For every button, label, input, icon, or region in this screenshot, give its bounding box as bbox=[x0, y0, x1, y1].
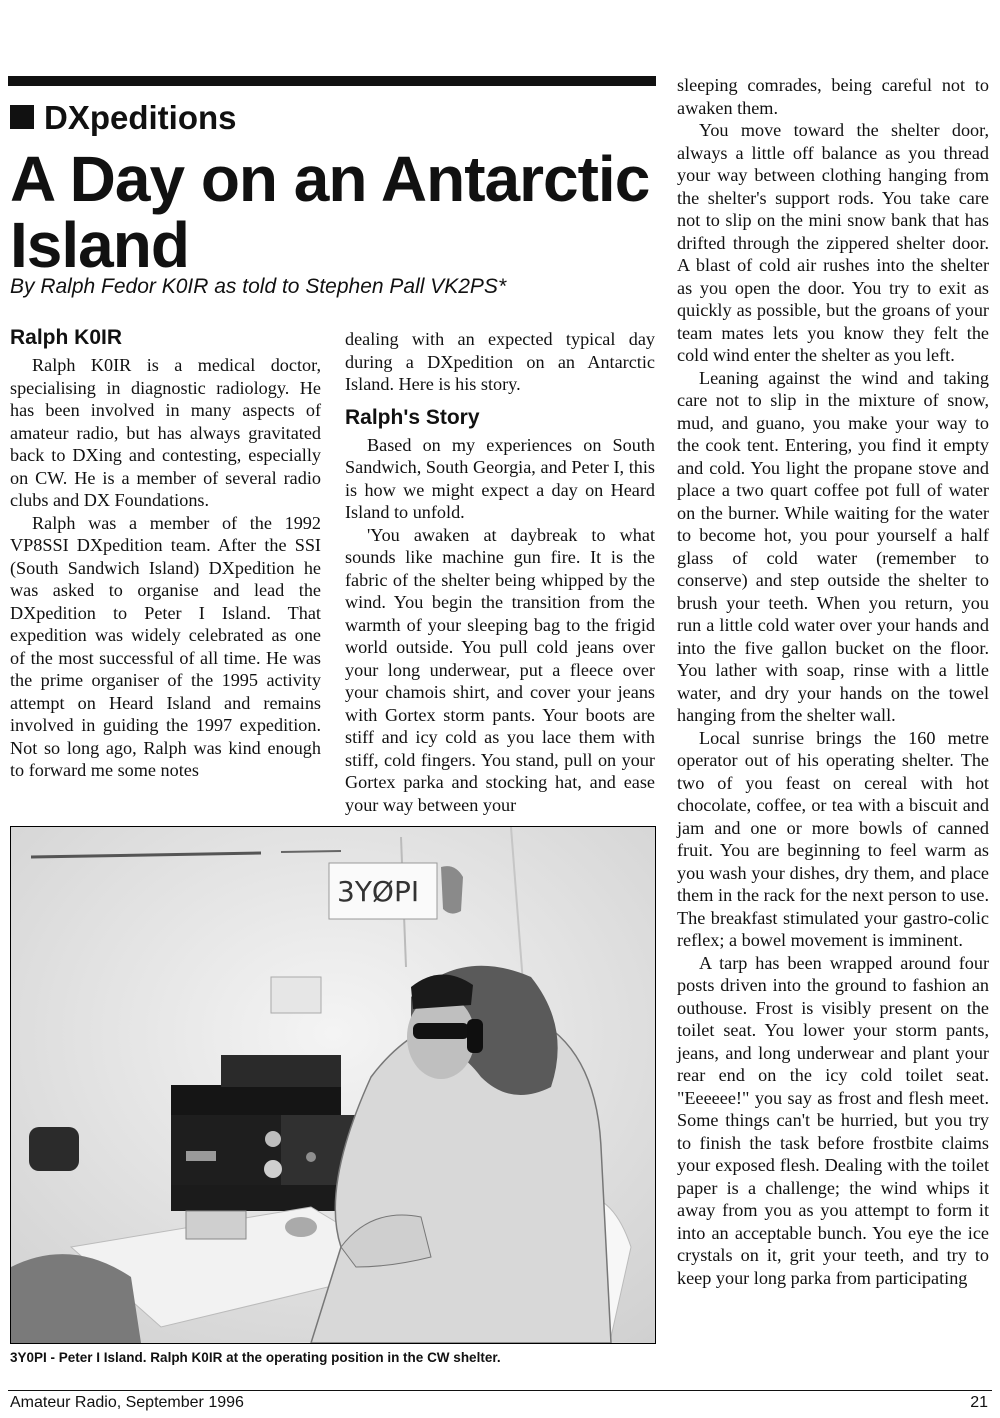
article-title: A Day on an Antarctic Island bbox=[10, 143, 650, 281]
story-paragraph: Leaning against the wind and taking care not to slip in the mixture of snow, mud, and guano, you make your way to the cook tent. Entering, you find it empty and cold. You light the propane stove and place a two quart coffee pot full of water on the burner. While waiting for the water to become hot, you pour yourself a half glass of cold water (remember to conserve) and step outside the shelter to brush your teeth. When you return, you run a little cold water over your hands and into the five gallon bucket on the floor. You lather with soap, rinse with a little water, and dry your hands on the towel hanging from the shelter wall. bbox=[677, 367, 989, 725]
bio-paragraph: Ralph K0IR is a medical doctor, specialising in diagnostic radiology. He has been involved in many aspects of amateur radio, but has always gravitated back to DXing and contesting, especially on CW. He is a member of several radio clubs and DX Foundations. bbox=[10, 355, 321, 510]
column-1 bbox=[10, 324, 321, 782]
callsign-sign: 3YØPI bbox=[337, 875, 420, 908]
story-paragraph: You move toward the shelter door, always a little off balance as you thread your way between clothing hanging from the shelter's support rods. You take care not to slip on the mini snow bank that has drifted through the zippered shelter door. A blast of cold air rushes into the shelter as you open the door. You try to exit as quickly as possible, but the groans of your team mates lets you know they felt the cold wind enter the shelter as you left. bbox=[677, 120, 989, 365]
section-text: DXpeditions bbox=[44, 99, 237, 136]
bio-paragraph: Ralph was a member of the 1992 VP8SSI DXpedition team. After the SSI (South Sandwich Island) DXpedition he was asked to organise and lead the DXpedition to Peter I Island. That expedition was widely celebrated as one of the most successful of all time. He was the prime organiser of the 1995 activity attempt on Heard Island and remains involved in guiding the 1997 expedition. Not so long ago, Ralph was kind enough to forward me some notes bbox=[10, 512, 321, 780]
bio-continued: dealing with an expected typical day during a DXpedition on an Antarctic Island. Here is his story. bbox=[345, 329, 655, 394]
operator-photo bbox=[10, 826, 656, 1344]
section-label bbox=[10, 96, 237, 140]
subhead-story: Ralph's Story bbox=[345, 405, 480, 429]
story-paragraph: sleeping comrades, being careful not to awaken them. bbox=[677, 75, 989, 118]
story-paragraph: Local sunrise brings the 160 metre operator out of his operating shelter. The two of you feast on cereal with hot chocolate, coffee, or tea with a biscuit and jam and one or more bowls of canned fruit. You are beginning to feel warm as you wash your dishes, dry them, and place them in the rack for the next person to use. The breakfast stimulated your gastro-colic reflex; a bowel movement is imminent. bbox=[677, 727, 989, 950]
footer-publication: Amateur Radio, September 1996 bbox=[10, 1394, 244, 1411]
story-paragraph: Based on my experiences on South Sandwich, South Georgia, and Peter I, this is how we might expect a day on Heard Island to unfold. bbox=[345, 434, 655, 522]
header-rule bbox=[8, 76, 656, 86]
story-paragraph: 'You awaken at daybreak to what sounds like machine gun fire. It is the fabric of the shelter being whipped by the wind. You begin the transition from the warmth of your sleeping bag to the frigid world outside. You pull cold jeans over your long underwear, put a fleece over your chamois shirt, and cover your jeans with Gortex storm pants. Your boots are stiff and icy cold as you lace them with stiff, cold fingers. You stand, pull on your Gortex parka and stocking hat, and ease your way between your bbox=[345, 524, 655, 815]
footer-rule bbox=[8, 1390, 992, 1391]
byline: By Ralph Fedor K0IR as told to Stephen Pall VK2PS* bbox=[10, 275, 507, 298]
photo-caption: 3Y0PI - Peter I Island. Ralph K0IR at the operating position in the CW shelter. bbox=[10, 1350, 501, 1365]
subhead-ralph: Ralph K0IR bbox=[10, 326, 123, 349]
story-paragraph: A tarp has been wrapped around four posts driven into the ground to fashion an outhouse. Frost is visibly present on the toilet seat. You lower your storm pants, jeans, and long underwear and plant your rear end on the icy cold toilet seat. "Eeeeee!" you say as frost and flesh meet. Some things can't be hurried, but you try to finish the task before frostbite claims your exposed flesh. Dealing with the toilet paper is a challenge; the wind whips it away from you as you attempt to form it into an acceptable bunch. You eye the ice crystals on it, grit your teeth, and try to keep your long parka from participating bbox=[677, 952, 989, 1288]
page-number: 21 bbox=[970, 1394, 988, 1411]
column-2 bbox=[345, 328, 655, 816]
photo-illustration bbox=[11, 827, 655, 1343]
square-bullet-icon bbox=[10, 105, 34, 129]
column-3 bbox=[677, 74, 989, 1289]
